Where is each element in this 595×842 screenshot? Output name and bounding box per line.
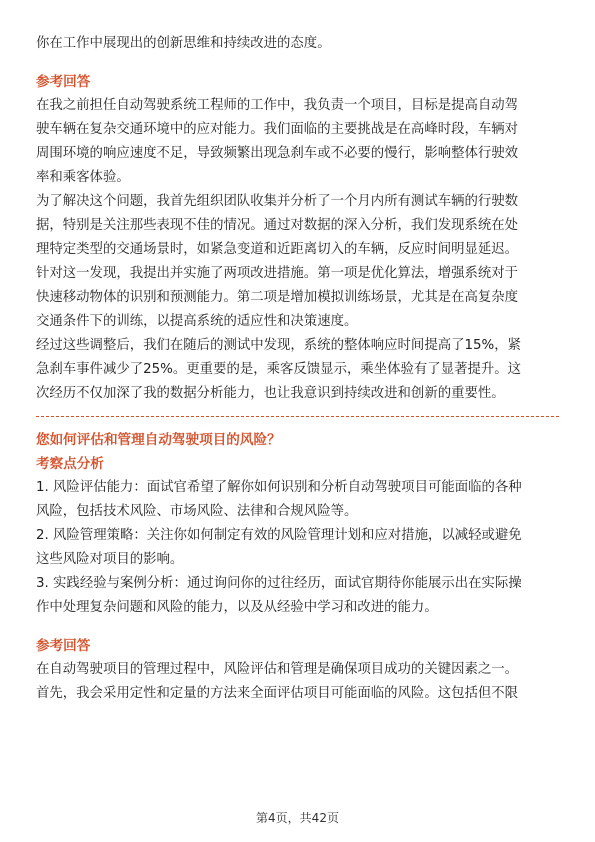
text-line: 针对这一发现，我提出并实施了两项改进措施。第一项是优化算法，增强系统对于 <box>36 266 519 281</box>
text-line: 首先，我会采用定性和定量的方法来全面评估项目可能面临的风险。这包括但不限 <box>36 686 519 701</box>
text-line: 风险，包括技术风险、市场风险、法律和合规风险等。 <box>36 504 358 519</box>
text-line: 周围环境的响应速度不足，导致频繁出现急刹车或不必要的慢行，影响整体行驶效 <box>36 146 519 161</box>
analysis-heading: 考察点分析 <box>36 456 104 472</box>
text-line: 交通条件下的训练，以提高系统的适应性和决策速度。 <box>36 314 358 329</box>
section-divider <box>36 416 559 417</box>
text-line: 2. 风险管理策略：关注你如何制定有效的风险管理计划和应对措施，以减轻或避免 <box>36 528 522 543</box>
text-line: 快速移动物体的识别和预测能力。第二项是增加模拟训练场景，尤其是在高复杂度 <box>36 290 519 305</box>
answer-paragraph <box>36 334 559 406</box>
answer-paragraph <box>36 94 559 190</box>
text-line: 为了解决这个问题，我首先组织团队收集并分析了一个月内所有测试车辆的行驶数 <box>36 194 519 209</box>
text-line: 1. 风险评估能力：面试官希望了解你如何识别和分析自动驾驶项目可能面临的各种 <box>36 480 522 495</box>
interview-question: 您如何评估和管理自动驾驶项目的风险？ <box>36 432 281 448</box>
text-line: 理特定类型的交通场景时，如紧急变道和近距离切入的车辆，反应时间明显延迟。 <box>36 242 519 257</box>
text-line: 急刹车事件减少了25%。更重要的是，乘客反馈显示，乘坐体验有了显著提升。这 <box>36 362 522 377</box>
answer-paragraph <box>36 190 559 334</box>
document-page <box>36 32 559 706</box>
analysis-list <box>36 476 559 620</box>
reference-answer-body <box>36 658 559 706</box>
text-line: 驶车辆在复杂交通环境中的应对能力。我们面临的主要挑战是在高峰时段，车辆对 <box>36 122 519 137</box>
text-line: 这些风险对项目的影响。 <box>36 552 184 567</box>
page-footer: 第4页，共42页 <box>256 811 339 825</box>
analysis-item <box>36 524 559 572</box>
intro-line: 你在工作中展现出的创新思维和持续改进的态度。 <box>36 36 331 51</box>
text-line: 作中处理复杂问题和风险的能力，以及从经验中学习和改进的能力。 <box>36 600 438 615</box>
text-line: 在自动驾驶项目的管理过程中，风险评估和管理是确保项目成功的关键因素之一。 <box>36 662 519 677</box>
text-line: 次经历不仅加深了我的数据分析能力，也让我意识到持续改进和创新的重要性。 <box>36 386 505 401</box>
analysis-item <box>36 476 559 524</box>
reference-answer-body <box>36 94 559 406</box>
text-line: 据，特别是关注那些表现不佳的情况。通过对数据的深入分析，我们发现系统在处 <box>36 218 519 233</box>
text-line: 率和乘客体验。 <box>36 170 130 185</box>
text-line: 经过这些调整后，我们在随后的测试中发现，系统的整体响应时间提高了15%，紧 <box>36 338 522 353</box>
text-line: 在我之前担任自动驾驶系统工程师的工作中，我负责一个项目，目标是提高自动驾 <box>36 98 519 113</box>
reference-answer-heading: 参考回答 <box>36 74 91 90</box>
analysis-item <box>36 572 559 620</box>
reference-answer-heading: 参考回答 <box>36 638 91 654</box>
text-line: 3. 实践经验与案例分析：通过询问你的过往经历，面试官期待你能展示出在实际操 <box>36 576 522 591</box>
